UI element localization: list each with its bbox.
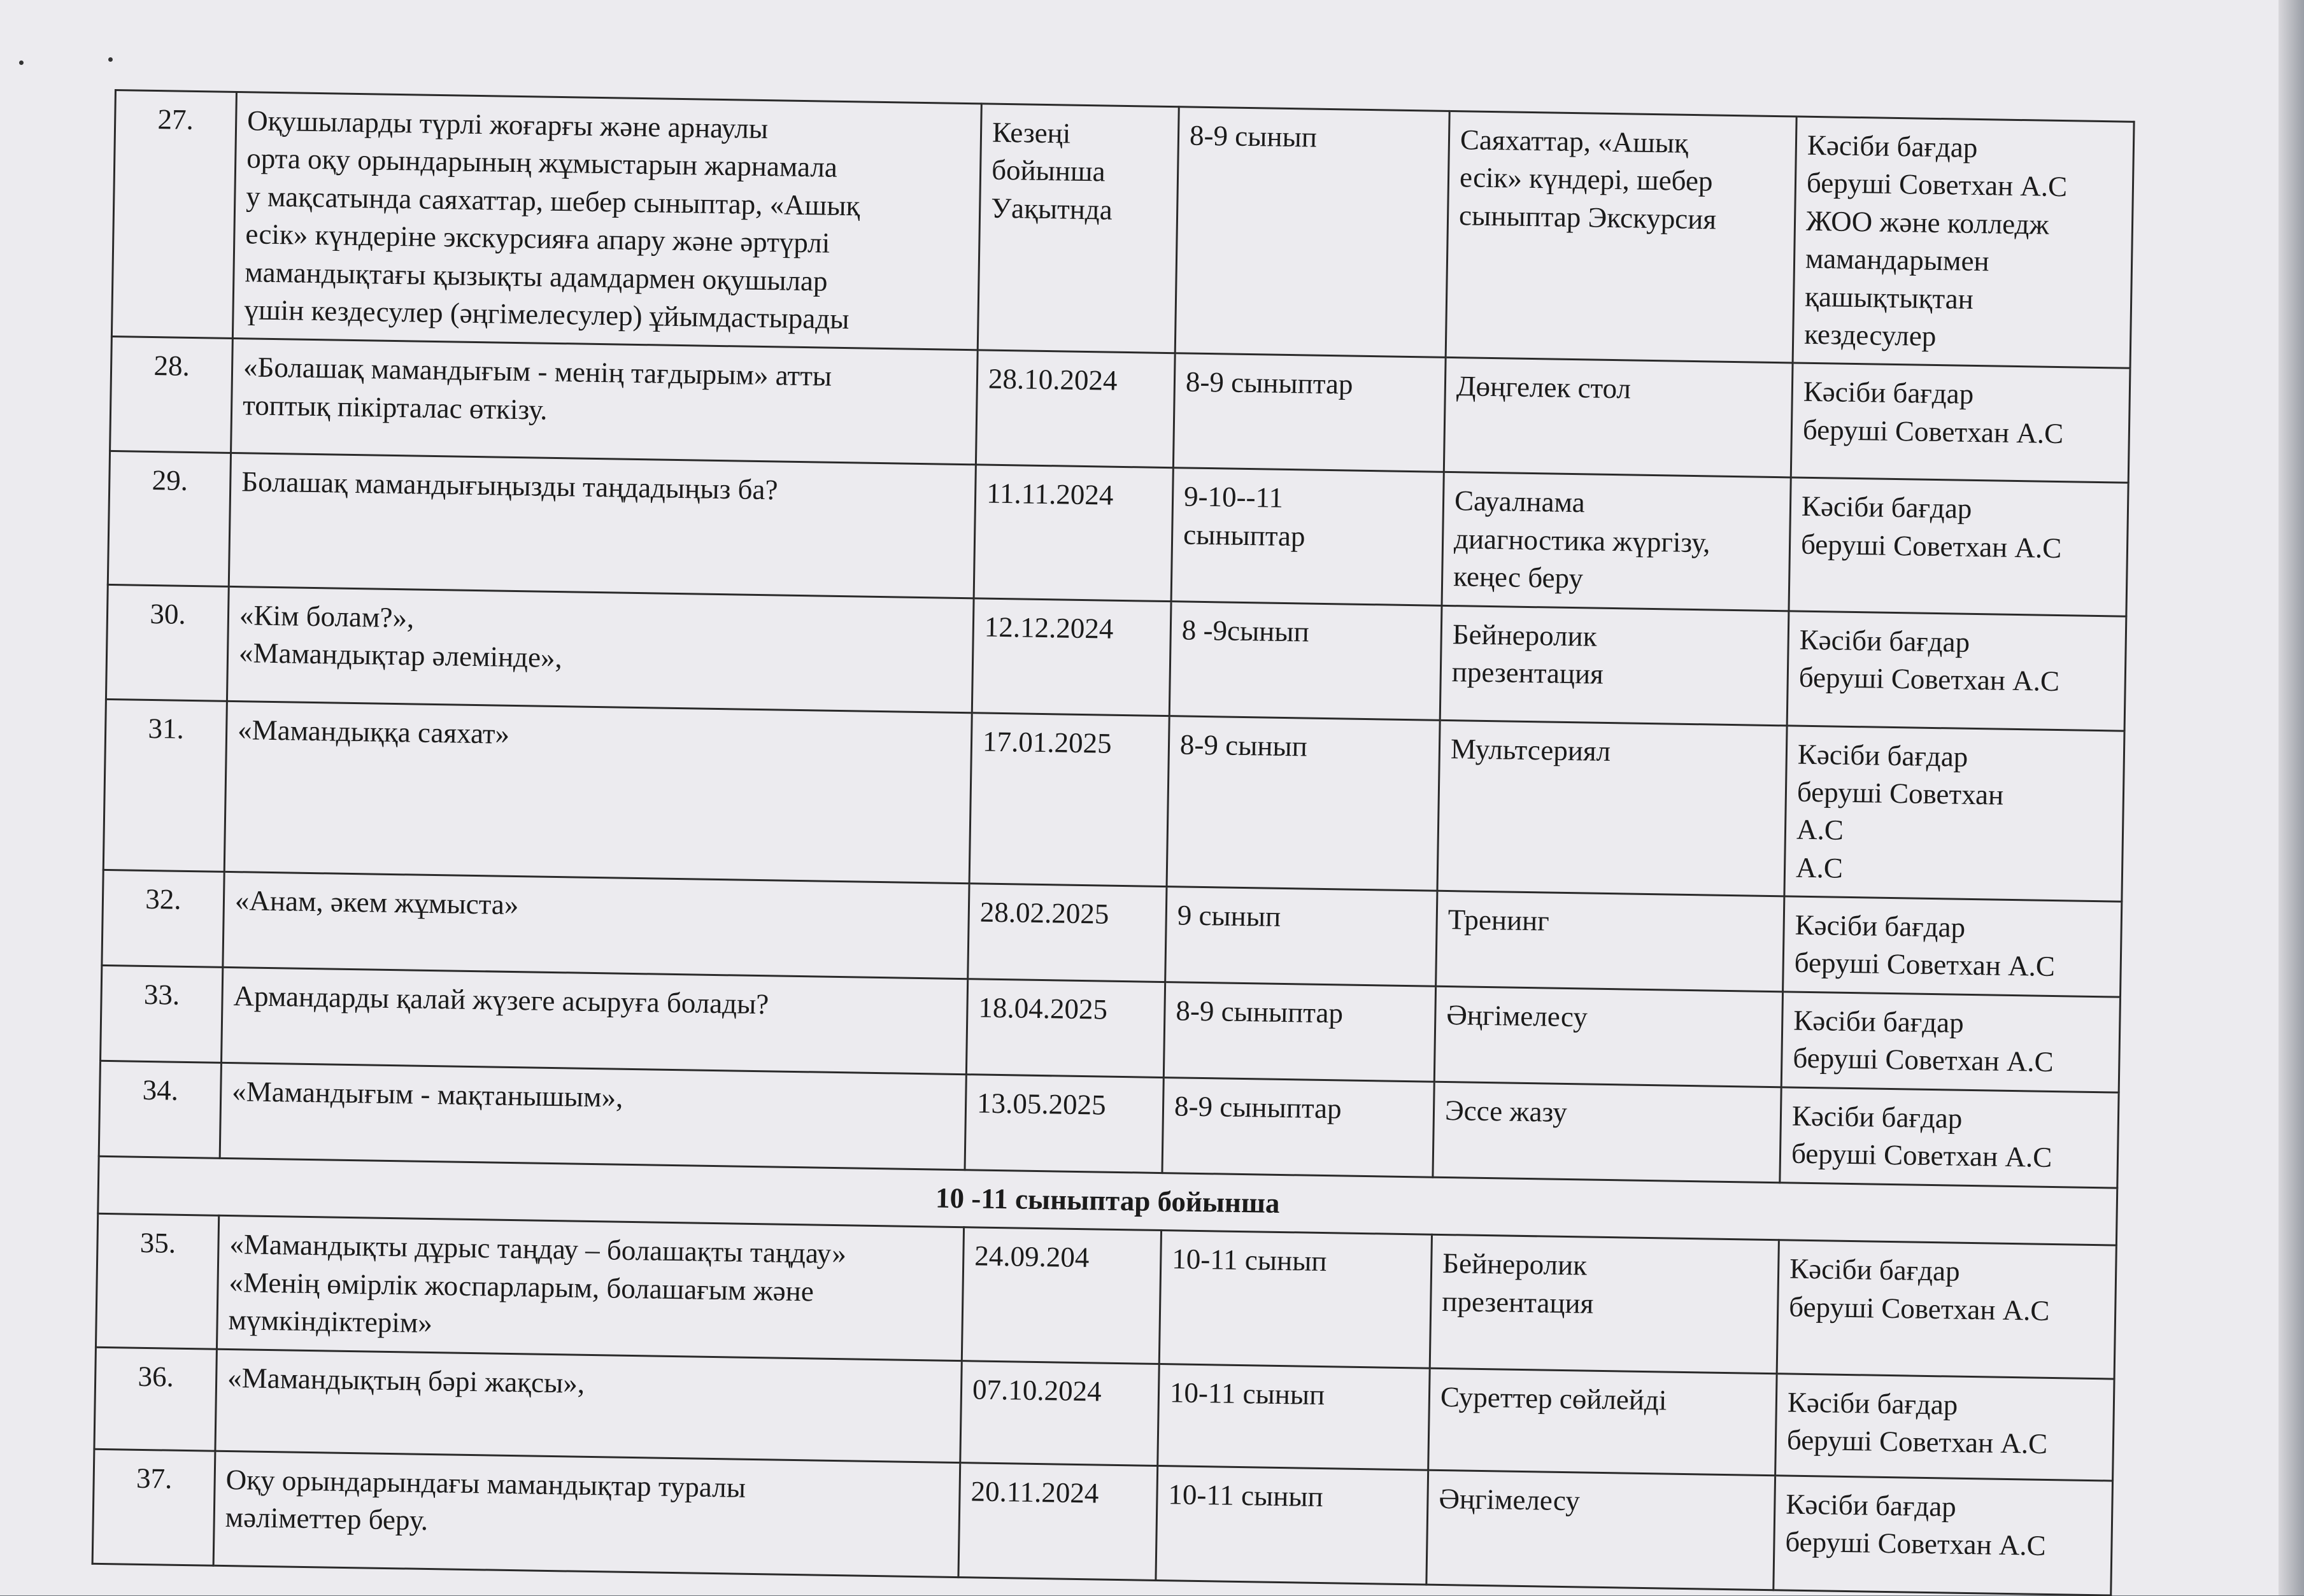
format-cell-line: Саяхаттар, «Ашық — [1460, 124, 1689, 159]
activity-cell-line: «Мамандықты дұрыс таңдау – болашақты таңдау» — [229, 1228, 847, 1270]
activity-cell-line: «Мамандыққа саяхат» — [237, 713, 510, 750]
responsible-cell-line: Кәсіби бағдар — [1795, 908, 1966, 943]
format-cell — [1440, 605, 1789, 726]
activity-cell — [221, 967, 967, 1074]
responsible-cell — [1793, 117, 2134, 369]
grade-cell — [1169, 601, 1442, 720]
activity-cell-line: орта оқу орындарының жұмыстарын жарнамала — [246, 142, 838, 184]
responsible-cell-line: беруші Советхан А.С — [1798, 661, 2060, 697]
activity-cell-line: Оқушыларды түрлі жоғарғы және арнаулы — [246, 104, 769, 145]
activity-cell-line: «Мамандықтар әлемінде», — [238, 637, 563, 674]
date-cell-line: 18.04.2025 — [978, 991, 1108, 1026]
format-cell-line: Суреттер сөйлейді — [1440, 1380, 1667, 1416]
responsible-cell — [1787, 611, 2126, 730]
activity-cell — [220, 1063, 966, 1169]
format-cell-line: презентация — [1441, 1285, 1594, 1320]
format-cell — [1428, 1368, 1777, 1476]
date-cell-line: 11.11.2024 — [986, 477, 1114, 512]
responsible-cell-line: қашықтықтан — [1804, 280, 1974, 315]
activity-cell — [227, 586, 974, 712]
responsible-cell-line: кездесулер — [1803, 318, 1937, 352]
date-cell-line: Уақытнда — [990, 192, 1113, 226]
activity-cell-line: топтық пікірталас өткізу. — [242, 388, 548, 426]
activity-cell — [232, 92, 981, 351]
activity-cell-line: үшін кездесулер (әңгімелесулер) ұйымдастырады — [244, 293, 850, 335]
section-title: 10 -11 сыныптар бойынша — [98, 1156, 2117, 1245]
speck — [108, 57, 113, 62]
date-cell-line: 24.09.204 — [974, 1239, 1090, 1274]
responsible-cell-line: Кәсіби бағдар — [1793, 1004, 1965, 1039]
activity-cell — [223, 872, 969, 978]
date-cell — [969, 712, 1169, 886]
activity-cell-line: мамандықтағы қызықты адамдармен оқушылар — [245, 255, 828, 297]
date-cell — [965, 1075, 1163, 1173]
responsible-cell — [1781, 992, 2120, 1092]
grade-cell-line: 8-9 сыныптар — [1174, 1090, 1342, 1125]
responsible-cell-line: беруші Советхан А.С — [1793, 1042, 2054, 1078]
row-number: 31. — [103, 699, 227, 872]
responsible-cell — [1780, 1087, 2119, 1188]
activity-cell-line: у мақсатында саяхаттар, шебер сыныптар, «Ашық — [245, 180, 860, 222]
row-number: 32. — [102, 870, 224, 967]
grade-cell — [1158, 1364, 1430, 1470]
grade-cell-line: сыныптар — [1183, 518, 1305, 553]
row-number: 28. — [110, 337, 233, 453]
activity-cell-line: есік» күндеріне экскурсияға апару және әртүрлі — [245, 218, 830, 259]
grade-cell-line: 9 сынып — [1177, 899, 1281, 933]
grade-cell — [1171, 468, 1444, 605]
activity-cell-line: «Анам, әкем жұмыста» — [234, 884, 519, 921]
responsible-cell-line: беруші Советхан А.С — [1806, 167, 2068, 203]
date-cell — [958, 1462, 1158, 1580]
responsible-cell — [1784, 725, 2124, 901]
responsible-cell-line: Кәсіби бағдар — [1801, 490, 1972, 525]
activity-cell-line: «Кім болам?», — [239, 598, 415, 634]
format-cell — [1437, 720, 1787, 896]
activity-cell-line: «Мамандығым - мақтанышым», — [231, 1075, 623, 1113]
date-cell-line: 20.11.2024 — [971, 1475, 1099, 1509]
grade-cell-line: 10-11 сынып — [1171, 1243, 1327, 1278]
speck — [19, 60, 24, 65]
format-cell — [1446, 111, 1796, 363]
activity-cell — [229, 453, 976, 598]
grade-cell-line: 10-11 сынып — [1169, 1376, 1325, 1411]
activity-cell — [224, 701, 972, 884]
responsible-cell-line: Кәсіби бағдар — [1799, 623, 1970, 658]
responsible-cell — [1783, 896, 2122, 997]
format-cell — [1426, 1470, 1775, 1590]
responsible-cell-line: Кәсіби бағдар — [1807, 129, 1978, 164]
format-cell — [1433, 1082, 1781, 1183]
grade-cell — [1167, 716, 1440, 891]
date-cell — [974, 465, 1173, 601]
grade-cell-line: 10-11 сынып — [1168, 1478, 1324, 1513]
format-cell — [1444, 358, 1793, 478]
date-cell-line: 28.02.2025 — [979, 896, 1109, 930]
grade-cell — [1159, 1231, 1432, 1368]
format-cell-line: сыныптар Экскурсия — [1458, 199, 1717, 236]
responsible-cell-line: беруші Советхан А.С — [1800, 528, 2062, 564]
responsible-cell-line: Кәсіби бағдар — [1797, 738, 1968, 773]
responsible-cell-line: А.С — [1796, 813, 1844, 847]
grade-cell-line: 8-9 сынып — [1179, 728, 1308, 763]
format-cell-line: Бейнеролик — [1442, 1247, 1588, 1282]
date-cell — [976, 350, 1175, 468]
date-cell-line: 13.05.2025 — [976, 1087, 1107, 1121]
date-cell — [962, 1227, 1161, 1364]
responsible-cell-line: ЖОО және колледж — [1805, 204, 2050, 241]
date-cell — [968, 884, 1167, 982]
date-cell — [960, 1360, 1159, 1465]
grade-cell — [1163, 982, 1435, 1082]
row-number: 30. — [106, 584, 229, 701]
paper-edge-shadow — [2279, 0, 2304, 1595]
format-cell-line: Дөңгелек стол — [1456, 370, 1632, 405]
responsible-cell-line: беруші Советхан — [1796, 775, 2004, 811]
grade-cell — [1175, 107, 1449, 358]
activity-cell — [231, 339, 978, 465]
row-number: 36. — [94, 1347, 217, 1451]
activity-cell-line: «Мамандықтың бәрі жақсы», — [227, 1361, 585, 1399]
row-number: 35. — [96, 1214, 218, 1349]
table-row — [103, 699, 2124, 901]
grade-cell — [1173, 353, 1446, 472]
grade-cell-line: 9-10--11 — [1183, 480, 1284, 514]
date-cell-line: 07.10.2024 — [972, 1373, 1102, 1408]
date-cell-line: Кезеңі — [992, 116, 1071, 150]
format-cell-line: Эссе жазу — [1444, 1094, 1568, 1129]
grade-cell-line: 8 -9сынып — [1181, 613, 1310, 648]
activity-cell-line: мүмкіндіктерім» — [228, 1304, 433, 1339]
row-number: 29. — [108, 451, 231, 586]
activity-cell-line: Болашақ мамандығыңызды таңдадыңыз ба? — [241, 465, 778, 506]
date-cell — [972, 598, 1171, 716]
date-cell-line: 17.01.2025 — [982, 725, 1112, 759]
activity-cell-line: Армандарды қалай жүзеге асыруға болады? — [233, 980, 769, 1020]
row-number: 37. — [92, 1449, 215, 1565]
responsible-cell — [1791, 363, 2130, 483]
responsible-cell-line: Кәсіби бағдар — [1789, 1253, 1960, 1288]
responsible-cell-line: беруші Советхан А.С — [1791, 1138, 2052, 1174]
career-guidance-plan-table — [92, 89, 2135, 1596]
responsible-cell — [1789, 477, 2128, 616]
row-number: 34. — [99, 1061, 221, 1158]
responsible-cell-line: беруші Советхан А.С — [1794, 947, 2056, 983]
grade-cell — [1162, 1078, 1434, 1178]
responsible-cell-line: беруші Советхан А.С — [1788, 1290, 2050, 1327]
activity-cell-line: Оқу орындарындағы мамандықтар туралы — [225, 1463, 746, 1504]
format-cell-line: Сауалнама — [1454, 484, 1586, 519]
date-cell-line: 28.10.2024 — [988, 362, 1118, 397]
activity-cell-line: «Менің өмірлік жоспарларым, болашағым және — [229, 1266, 814, 1308]
format-cell-line: презентация — [1451, 656, 1604, 690]
responsible-cell-line: Кәсіби бағдар — [1791, 1099, 1963, 1134]
responsible-cell-line: беруші Советхан А.С — [1802, 413, 2064, 449]
grade-cell-line: 8-9 сыныптар — [1176, 994, 1344, 1029]
row-number: 27. — [111, 90, 236, 339]
date-cell-line: 12.12.2024 — [984, 611, 1114, 645]
responsible-cell-line: Кәсіби бағдар — [1803, 376, 1974, 411]
format-cell-line: есік» күндері, шебер — [1459, 161, 1713, 197]
date-cell — [966, 979, 1165, 1078]
format-cell-line: Мультсериял — [1450, 732, 1611, 767]
row-number: 33. — [101, 965, 223, 1063]
date-cell — [978, 104, 1179, 353]
responsible-cell-line: мамандарымен — [1805, 242, 1990, 278]
responsible-cell-line: беруші Советхан А.С — [1785, 1525, 2047, 1562]
grade-cell-line: 8-9 сыныптар — [1185, 365, 1353, 400]
responsible-cell — [1777, 1240, 2116, 1378]
format-cell-line: Әңгімелесу — [1446, 999, 1588, 1033]
grade-cell — [1165, 887, 1437, 987]
format-cell — [1430, 1235, 1779, 1374]
responsible-cell-line: Кәсіби бағдар — [1787, 1386, 1958, 1421]
responsible-cell — [1775, 1373, 2114, 1480]
format-cell-line: Әңгімелесу — [1439, 1482, 1581, 1517]
format-cell-line: Бейнеролик — [1452, 618, 1597, 653]
format-cell — [1442, 472, 1791, 611]
grade-cell-line: 8-9 сынып — [1189, 119, 1318, 153]
responsible-cell-line: Кәсіби бағдар — [1786, 1488, 1957, 1523]
table-row — [111, 90, 2134, 369]
grade-cell — [1156, 1465, 1428, 1585]
format-cell-line: кеңес беру — [1453, 560, 1584, 595]
activity-cell-line: мәліметтер беру. — [225, 1501, 429, 1537]
format-cell — [1436, 891, 1784, 992]
format-cell-line: Тренинг — [1447, 903, 1550, 937]
date-cell-line: бойынша — [991, 154, 1106, 188]
activity-cell — [215, 1349, 962, 1462]
responsible-cell-line: А.С — [1795, 851, 1844, 884]
format-cell-line: диагностика жүргізу, — [1453, 522, 1710, 559]
responsible-cell — [1774, 1475, 2113, 1595]
activity-cell — [217, 1216, 964, 1361]
activity-cell — [213, 1451, 960, 1577]
responsible-cell-line: беруші Советхан А.С — [1786, 1423, 2048, 1460]
activity-cell-line: «Болашақ мамандығым - менің тағдырым» атты — [243, 351, 832, 393]
format-cell — [1434, 986, 1782, 1087]
